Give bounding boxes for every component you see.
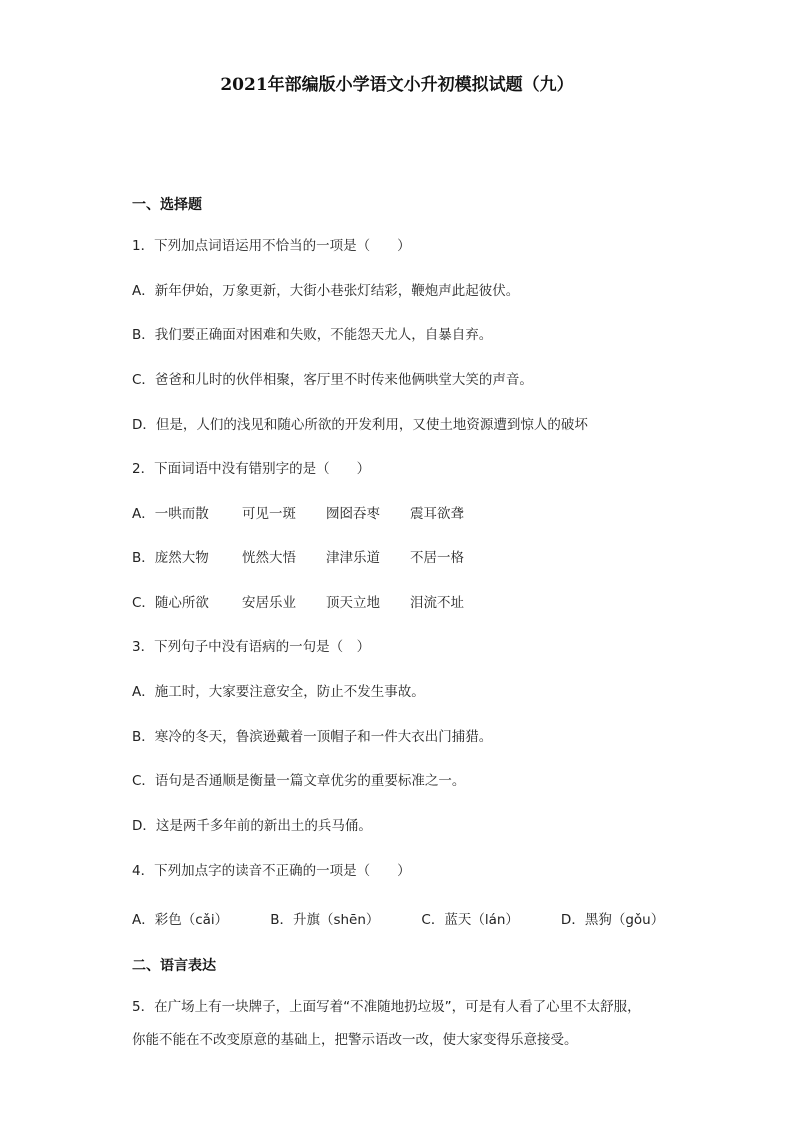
q1-option-b: B．我们要正确面对困难和失败，不能怨天尤人，自暴自弃。	[132, 327, 493, 343]
q4-stem: 4．下列加点字的读音不正确的一项是（ ）	[132, 863, 411, 879]
q2-option-b	[132, 546, 494, 566]
q2-c-word-4: 泪流不址	[410, 595, 464, 611]
q1-option-d: D．但是，人们的浅见和随心所欲的开发利用，又使土地资源遭到惊人的破坏	[132, 417, 588, 433]
section-heading-expression: 二、语言表达	[132, 958, 216, 974]
q3-stem: 3．下列句子中没有语病的一句是（ ）	[132, 639, 371, 655]
q2-b-word-3: 津津乐道	[326, 550, 380, 566]
q4-option-d: D．黑狗（gǒu）	[560, 912, 665, 928]
q2-a-word-1: A．一哄而散	[132, 506, 209, 522]
q5-line-1: 5．在广场上有一块牌子，上面写着“不准随地扔垃圾”，可是有人看了心里不太舒服，	[132, 999, 641, 1015]
q2-a-word-3: 囫囵吞枣	[326, 506, 380, 522]
q2-a-word-2: 可见一斑	[242, 506, 296, 522]
q3-option-d: D．这是两千多年前的新出土的兵马俑。	[132, 818, 372, 834]
q2-a-word-4: 震耳欲聋	[410, 506, 464, 522]
q2-c-word-1: C．随心所欲	[132, 595, 209, 611]
q4-option-a: A．彩色（cǎi）	[132, 912, 229, 928]
q3-option-c: C．语句是否通顺是衡量一篇文章优劣的重要标准之一。	[132, 773, 466, 789]
q4-option-c: C．蓝天（lán）	[421, 912, 519, 928]
q2-b-word-4: 不居一格	[410, 550, 464, 566]
q2-stem: 2．下面词语中没有错别字的是（ ）	[132, 461, 371, 477]
page-title: 2021年部编版小学语文小升初模拟试题（九）	[220, 75, 574, 95]
q2-option-c	[132, 591, 494, 611]
section-heading-choice: 一、选择题	[132, 197, 202, 213]
q2-c-word-3: 顶天立地	[326, 595, 380, 611]
q3-option-b: B．寒冷的冬天，鲁滨逊戴着一顶帽子和一件大衣出门捕猎。	[132, 729, 493, 745]
q3-option-a: A．施工时，大家要注意安全，防止不发生事故。	[132, 684, 425, 700]
q1-stem: 1．下列加点词语运用不恰当的一项是（ ）	[132, 238, 411, 254]
q2-b-word-2: 恍然大悟	[242, 550, 296, 566]
q1-option-c: C．爸爸和儿时的伙伴相聚，客厅里不时传来他俩哄堂大笑的声音。	[132, 372, 533, 388]
q1-option-a: A．新年伊始，万象更新，大街小巷张灯结彩，鞭炮声此起彼伏。	[132, 283, 520, 299]
q5-line-2: 你能不能在不改变原意的基础上，把警示语改一改，使大家变得乐意接受。	[132, 1032, 578, 1048]
q2-b-word-1: B．庞然大物	[132, 550, 209, 566]
q2-option-a	[132, 502, 494, 522]
q2-c-word-2: 安居乐业	[242, 595, 296, 611]
q4-options	[132, 908, 664, 928]
q4-option-b: B．升旗（shēn）	[270, 912, 380, 928]
